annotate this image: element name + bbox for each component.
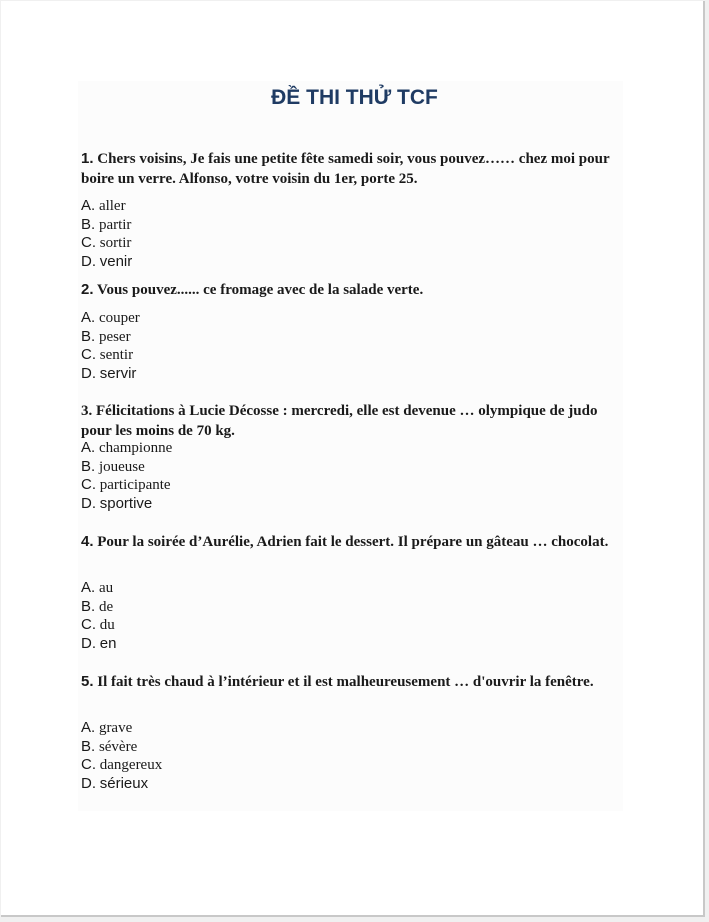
question-text: Chers voisins, Je fais une petite fête samedi soir, vous pouvez…… chez moi pour boire un verre. Alfonso, votre voisin du 1er, porte 25. <box>81 151 610 187</box>
question-number: 1. <box>81 150 94 167</box>
option-b[interactable]: B. partir <box>81 215 132 233</box>
option-d[interactable]: D. en <box>81 635 117 653</box>
option-d[interactable]: D. servir <box>81 365 137 383</box>
question-number: 2. <box>81 281 94 298</box>
question-5 <box>81 672 626 692</box>
question-text: Vous pouvez...... ce fromage avec de la salade verte. <box>97 282 424 298</box>
question-text: Félicitations à Lucie Décosse : mercredi, elle est devenue … olympique de judo pour les moins de 70 kg. <box>81 403 598 439</box>
option-a[interactable]: A. championne <box>81 439 173 456</box>
question-text: Pour la soirée d’Aurélie, Adrien fait le dessert. Il prépare un gâteau … chocolat. <box>97 534 609 550</box>
option-a[interactable]: A. grave <box>81 719 133 736</box>
question-3-options <box>81 439 481 514</box>
question-4 <box>81 532 626 552</box>
option-a[interactable]: A. couper <box>81 309 140 326</box>
option-a[interactable]: A. aller <box>81 197 126 214</box>
option-b[interactable]: B. peser <box>81 327 131 345</box>
option-c[interactable]: C. dangereux <box>81 756 163 774</box>
option-b[interactable]: B. sévère <box>81 737 138 755</box>
question-4-options <box>81 579 481 654</box>
option-d[interactable]: D. sérieux <box>81 775 149 793</box>
question-number: 3. <box>81 403 93 419</box>
option-d[interactable]: D. venir <box>81 253 133 271</box>
question-5-options <box>81 719 481 794</box>
option-b[interactable]: B. joueuse <box>81 457 145 475</box>
option-c[interactable]: C. du <box>81 616 115 634</box>
option-c[interactable]: C. sentir <box>81 346 134 364</box>
option-b[interactable]: B. de <box>81 597 114 615</box>
question-1 <box>81 149 626 189</box>
question-text: Il fait très chaud à l’intérieur et il est malheureusement … d'ouvrir la fenêtre. <box>97 674 594 690</box>
document-title: ĐỀ THI THỬ TCF <box>271 86 438 109</box>
question-number: 5. <box>81 673 94 690</box>
option-c[interactable]: C. participante <box>81 476 171 494</box>
question-2 <box>81 280 626 300</box>
question-1-options <box>81 197 481 272</box>
question-3 <box>81 401 626 441</box>
question-number: 4. <box>81 533 94 550</box>
option-c[interactable]: C. sortir <box>81 234 132 252</box>
question-2-options <box>81 309 481 384</box>
option-a[interactable]: A. au <box>81 579 114 596</box>
option-d[interactable]: D. sportive <box>81 495 153 513</box>
